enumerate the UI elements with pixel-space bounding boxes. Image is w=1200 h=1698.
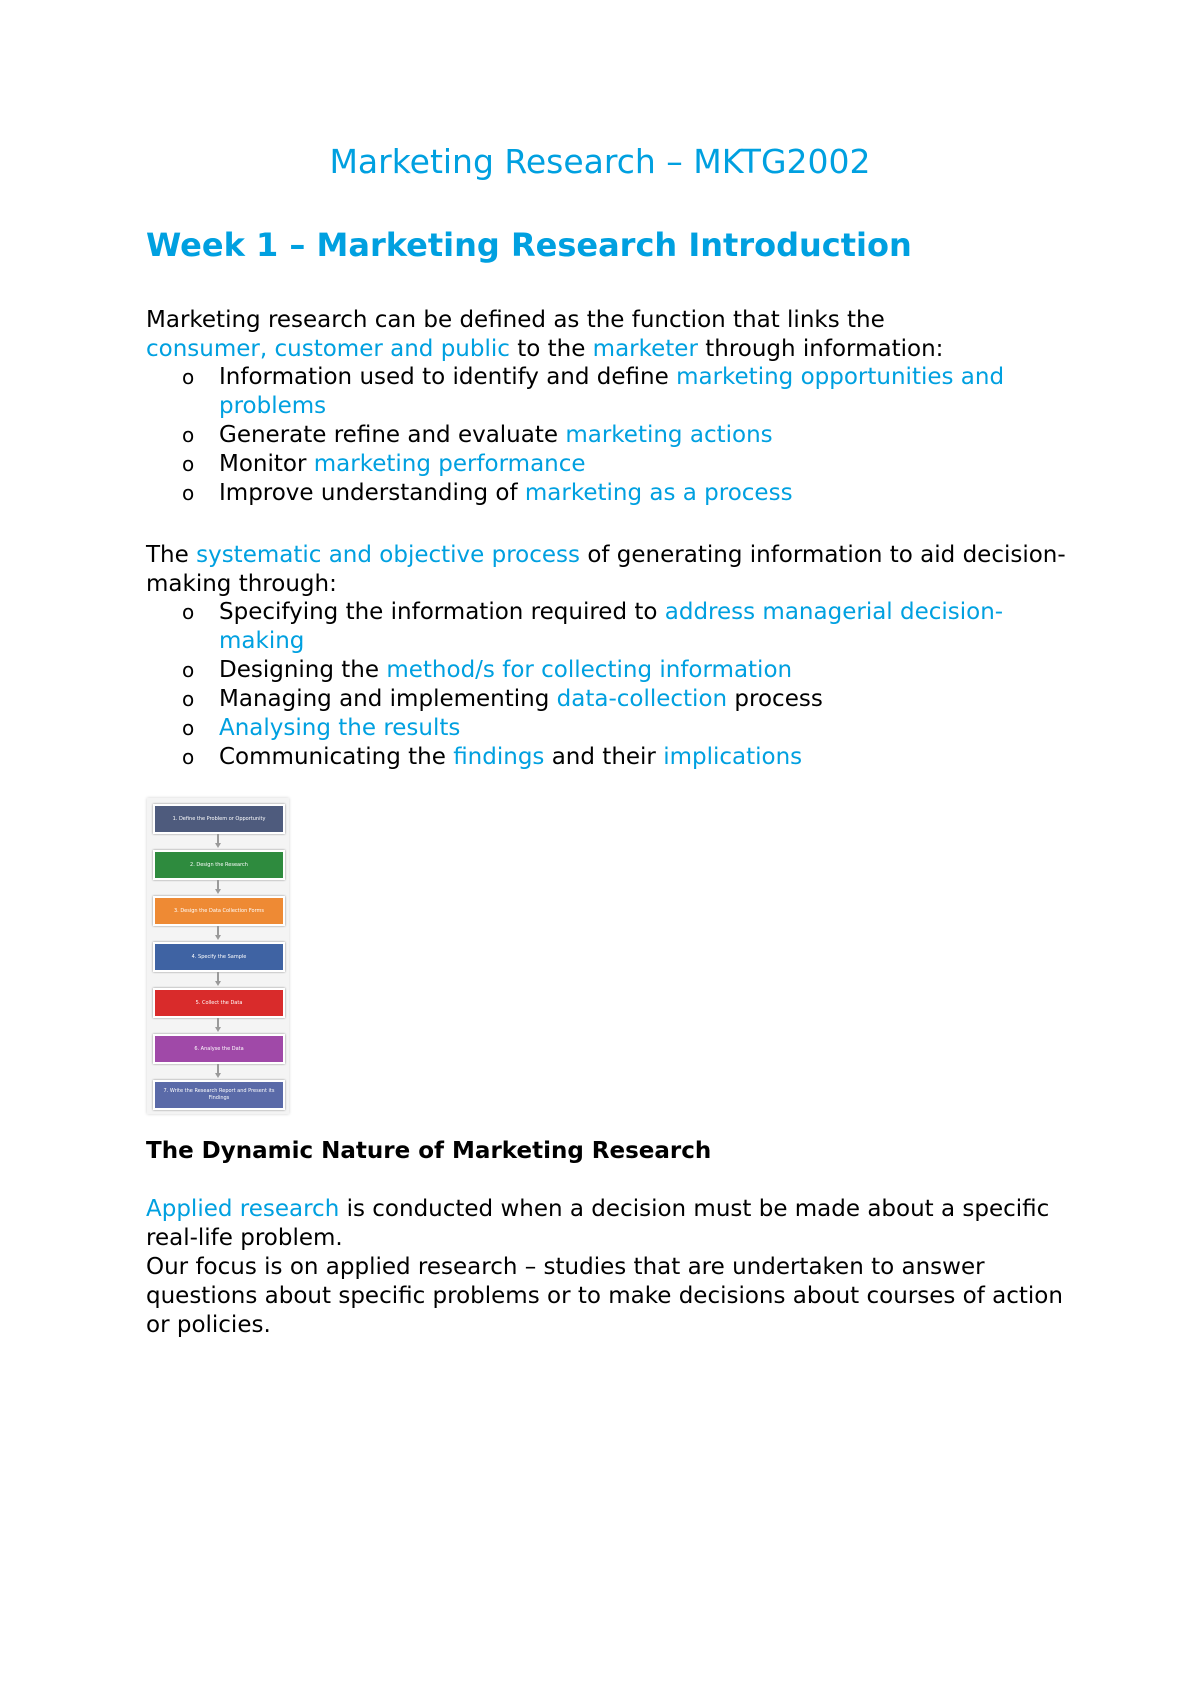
bullet-text: Improve understanding of xyxy=(219,480,525,506)
flowchart-step-label: 3. Design the Data Collection Forms xyxy=(173,907,265,914)
circle-bullet-icon: o xyxy=(182,687,195,711)
bullet-text: Designing the xyxy=(219,657,387,683)
definition-bullet-list xyxy=(182,363,1062,508)
flowchart-step-label: 2. Design the Research xyxy=(190,861,248,868)
definition-paragraph xyxy=(146,306,1066,364)
list-item xyxy=(182,363,1062,421)
bullet-text: Specifying the information required to xyxy=(219,599,665,625)
bullet-highlight: marketing opportunities and problems xyxy=(219,364,1005,419)
bullet-text: Monitor xyxy=(219,451,314,477)
flowchart-step-label: 5. Collect the Data xyxy=(195,999,243,1006)
flowchart-step-3 xyxy=(153,896,285,926)
research-process-flowchart xyxy=(147,798,289,1114)
list-item xyxy=(182,479,1062,508)
bullet-highlight: marketing performance xyxy=(313,451,586,477)
bullet-highlight: findings xyxy=(453,744,545,770)
circle-bullet-icon: o xyxy=(182,745,195,769)
flowchart-step-label: 7. Write the Research Report and Present its Findings xyxy=(163,1088,275,1101)
bullet-text: Information used to identify and define xyxy=(219,364,677,390)
circle-bullet-icon: o xyxy=(182,423,195,447)
bullet-text: Generate refine and evaluate xyxy=(219,422,566,448)
flowchart-step-label: 1. Define the Problem or Opportunity xyxy=(172,815,266,822)
process-text-1: The xyxy=(146,542,197,568)
focus-text: Our focus is on applied research – studies that are undertaken to answer questions about specific problems or to make decisions about courses of action or policies. xyxy=(146,1254,1063,1338)
bullet-highlight: Analysing the results xyxy=(219,715,461,741)
list-item xyxy=(182,450,1062,479)
down-arrow-icon xyxy=(215,834,221,849)
applied-research-text: is conducted when a decision must be made about a specific real-life problem. xyxy=(146,1196,1050,1251)
flowchart-step-4 xyxy=(153,942,285,972)
flowchart-step-2 xyxy=(153,850,285,880)
definition-text-1: Marketing research can be defined as the function that links the xyxy=(146,307,885,333)
list-item xyxy=(182,714,1062,743)
bullet-highlight: data-collection xyxy=(556,686,728,712)
applied-research-paragraph xyxy=(146,1195,1066,1340)
applied-research-highlight: Applied research xyxy=(146,1196,340,1222)
process-highlight: systematic and objective process xyxy=(196,542,581,568)
bullet-text: process xyxy=(727,686,823,712)
flowchart-step-1 xyxy=(153,804,285,834)
bullet-highlight: method/s for collecting information xyxy=(386,657,793,683)
down-arrow-icon xyxy=(215,1064,221,1079)
definition-highlight-1: consumer, customer and public xyxy=(146,336,510,362)
flowchart-step-6 xyxy=(153,1034,285,1064)
document-title: Marketing Research – MKTG2002 xyxy=(329,142,871,181)
flowchart-step-5 xyxy=(153,988,285,1018)
list-item xyxy=(182,598,1062,656)
process-text-2: of generating information to aid decision-making through: xyxy=(146,542,1066,597)
circle-bullet-icon: o xyxy=(182,452,195,476)
list-item xyxy=(182,421,1062,450)
week-heading: Week 1 – Marketing Research Introduction xyxy=(146,226,912,264)
bullet-highlight: marketing as a process xyxy=(524,480,793,506)
circle-bullet-icon: o xyxy=(182,481,195,505)
down-arrow-icon xyxy=(215,1018,221,1033)
bullet-text: and their xyxy=(544,744,664,770)
down-arrow-icon xyxy=(215,926,221,941)
bullet-text: Communicating the xyxy=(219,744,454,770)
flowchart-step-label: 6. Analyse the Data xyxy=(194,1045,244,1052)
process-bullet-list xyxy=(182,598,1062,772)
bullet-highlight: marketing actions xyxy=(565,422,773,448)
dynamic-nature-heading: The Dynamic Nature of Marketing Research xyxy=(146,1138,712,1164)
circle-bullet-icon: o xyxy=(182,716,195,740)
bullet-text: Managing and implementing xyxy=(219,686,557,712)
flowchart-step-label: 4. Specify the Sample xyxy=(191,953,247,960)
definition-highlight-2: marketer xyxy=(592,336,698,362)
bullet-highlight: implications xyxy=(663,744,803,770)
definition-text-3: through information: xyxy=(697,336,944,362)
process-paragraph xyxy=(146,541,1066,599)
definition-text-2: to the xyxy=(509,336,593,362)
circle-bullet-icon: o xyxy=(182,658,195,682)
list-item xyxy=(182,743,1062,772)
down-arrow-icon xyxy=(215,880,221,895)
circle-bullet-icon: o xyxy=(182,600,195,624)
list-item xyxy=(182,685,1062,714)
bullet-highlight: address managerial decision-making xyxy=(219,599,1004,654)
circle-bullet-icon: o xyxy=(182,365,195,389)
down-arrow-icon xyxy=(215,972,221,987)
list-item xyxy=(182,656,1062,685)
flowchart-step-7 xyxy=(153,1080,285,1110)
